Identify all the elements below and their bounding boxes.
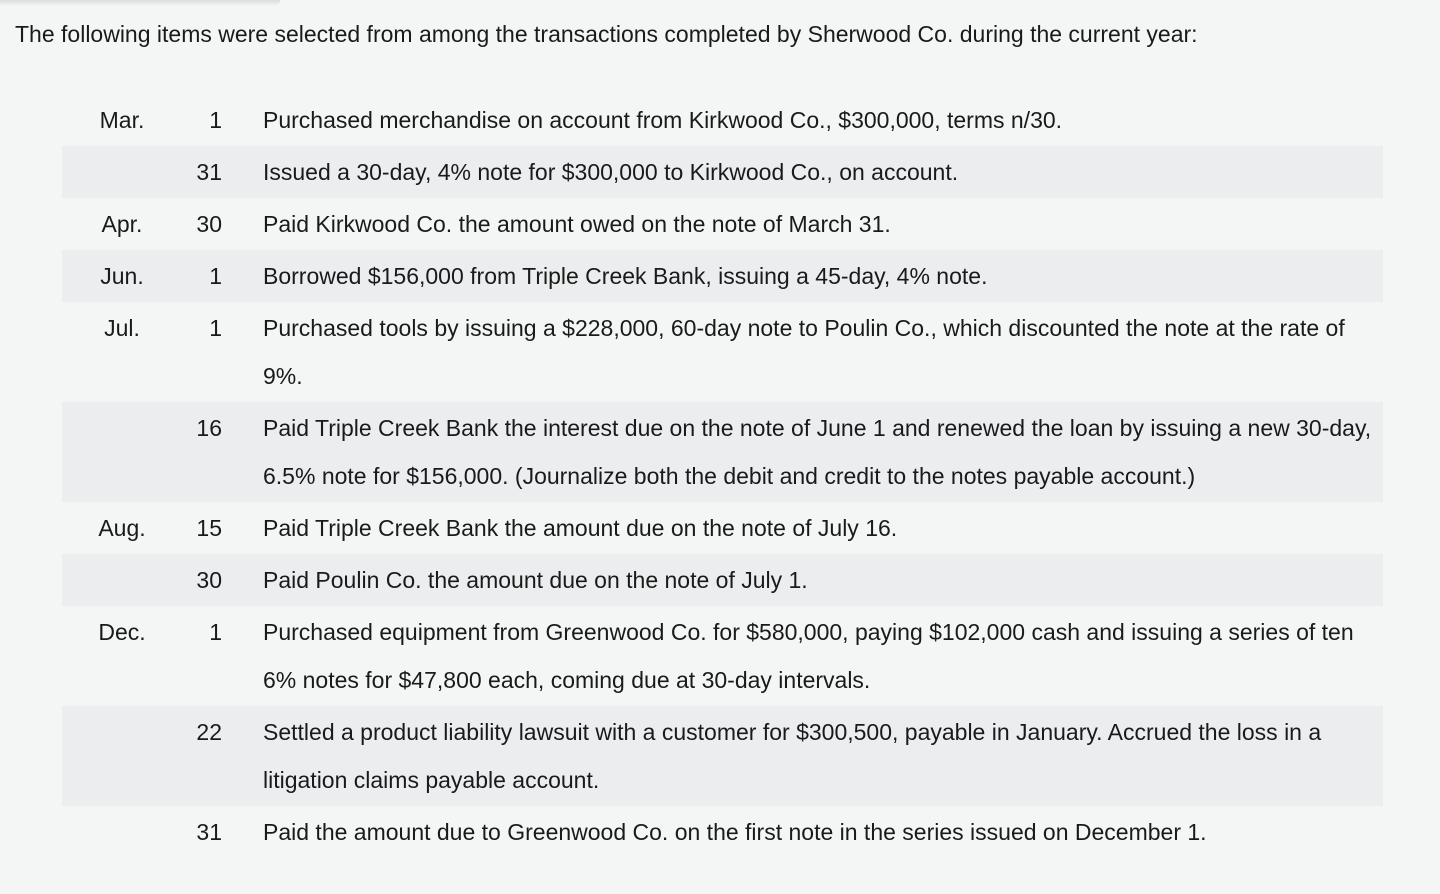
month-cell: Dec. xyxy=(98,619,146,645)
description-cell: Purchased equipment from Greenwood Co. for $580,000, paying $102,000 cash and issuing a series of ten 6% notes for $47,800 each, coming due at 30-day intervals. xyxy=(263,619,1354,693)
day-cell: 1 xyxy=(209,315,222,341)
table-row xyxy=(62,402,1383,502)
month-cell xyxy=(62,146,182,198)
intro-text: The following items were selected from among the transactions completed by Sherwood Co. during the current year: xyxy=(15,21,1198,47)
day-cell: 1 xyxy=(209,263,222,289)
table-row xyxy=(62,706,1383,806)
day-cell: 1 xyxy=(209,107,222,133)
description-cell: Issued a 30-day, 4% note for $300,000 to Kirkwood Co., on account. xyxy=(263,159,959,185)
table-row xyxy=(62,94,1383,146)
day-cell: 15 xyxy=(196,515,222,541)
description-cell: Paid the amount due to Greenwood Co. on the first note in the series issued on December 1. xyxy=(263,819,1207,845)
day-cell: 31 xyxy=(196,159,222,185)
day-cell: 31 xyxy=(196,819,222,845)
table-row xyxy=(62,554,1383,606)
table-row xyxy=(62,146,1383,198)
month-cell: Jun. xyxy=(100,263,144,289)
month-cell: Apr. xyxy=(101,211,143,237)
description-cell: Paid Triple Creek Bank the amount due on the note of July 16. xyxy=(263,515,898,541)
day-cell: 22 xyxy=(196,719,222,745)
description-cell: Paid Triple Creek Bank the interest due on the note of June 1 and renewed the loan by issuing a new 30-day, 6.5% note for $156,000. (Journalize both the debit and credit to the notes payable account.) xyxy=(263,415,1372,489)
day-cell: 16 xyxy=(196,415,222,441)
month-cell: Mar. xyxy=(99,107,145,133)
table-row xyxy=(62,606,1383,706)
day-cell: 30 xyxy=(196,567,222,593)
transactions-table xyxy=(62,94,1383,858)
description-cell: Paid Poulin Co. the amount due on the note of July 1. xyxy=(263,567,808,593)
description-cell: Borrowed $156,000 from Triple Creek Bank, issuing a 45-day, 4% note. xyxy=(263,263,988,289)
month-cell xyxy=(62,806,182,858)
description-cell: Purchased tools by issuing a $228,000, 60-day note to Poulin Co., which discounted the note at the rate of 9%. xyxy=(263,315,1345,389)
table-row xyxy=(62,502,1383,554)
table-row xyxy=(62,302,1383,402)
top-shadow xyxy=(0,0,280,6)
month-cell: Aug. xyxy=(98,515,146,541)
table-row xyxy=(62,250,1383,302)
month-cell xyxy=(62,706,182,806)
description-cell: Paid Kirkwood Co. the amount owed on the note of March 31. xyxy=(263,211,891,237)
description-cell: Settled a product liability lawsuit with a customer for $300,500, payable in January. Accrued the loss in a litigation claims payable account. xyxy=(263,719,1322,793)
table-row xyxy=(62,198,1383,250)
day-cell: 30 xyxy=(196,211,222,237)
month-cell: Jul. xyxy=(104,315,140,341)
day-cell: 1 xyxy=(209,619,222,645)
month-cell xyxy=(62,554,182,606)
table-row xyxy=(62,806,1383,858)
month-cell xyxy=(62,402,182,502)
description-cell: Purchased merchandise on account from Kirkwood Co., $300,000, terms n/30. xyxy=(263,107,1063,133)
